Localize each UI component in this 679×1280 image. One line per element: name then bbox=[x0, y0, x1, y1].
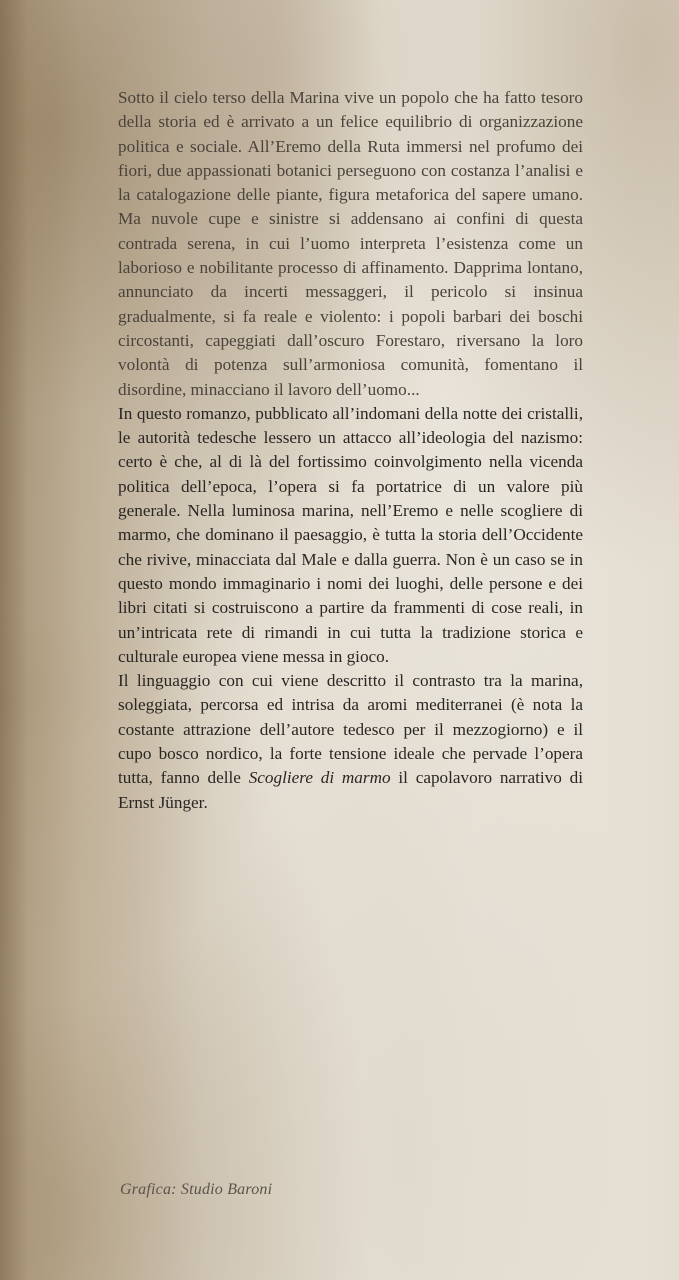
spine-shadow bbox=[0, 0, 28, 1280]
book-title-italic: Scogliere di marmo bbox=[248, 768, 391, 788]
paragraph-3-lead: Il linguaggio con cui viene descritto il contrasto tra la marina, soleggiata, percorsa ed intrisa da aromi mediterranei (è nota la costante attrazione dell’autore tedesco per il mezzogiorno) e il cupo bosco nordico, la forte tensione ideale che pervade l’opera tutta, fanno delle bbox=[118, 671, 583, 788]
blurb-text bbox=[118, 86, 583, 815]
blurb-paragraph-2: In questo romanzo, pubblicato all’indomani della notte dei cristalli, le autorità tedesche lessero un attacco all’ideologia del nazismo: certo è che, al di là del fortissimo coinvolgimento nella vicenda politica dell’epoca, l’opera si fa portatrice di un valore più generale. Nella luminosa marina, nell’Eremo e nelle scogliere di marmo, che dominano il paesaggio, è tutta la storia dell’Occidente che rivive, minacciata dal Male e dalla guerra. Non è un caso se in questo mondo immaginario i nomi dei luoghi, delle persone e dei libri citati si costruiscono a partire da frammenti di cose reali, in un’intricata rete di rimandi in cui tutta la tradizione storica e culturale europea viene messa in gioco. bbox=[118, 403, 583, 666]
design-credit: Grafica: Studio Baroni bbox=[120, 1181, 273, 1198]
blurb-paragraph-3 bbox=[118, 669, 583, 815]
blurb-paragraph-1: Sotto il cielo terso della Marina vive un popolo che ha fatto tesoro della storia ed è arrivato a un felice equilibrio di organizzazione politica e sociale. All’Eremo della Ruta immersi nel profumo dei fiori, due appassionati botanici perseguono con costanza l’analisi e la catalogazione delle piante, figura metaforica del sapere umano. Ma nuvole cupe e sinistre si addensano ai confini di questa contrada serena, in cui l’uomo interpreta l’esistenza come un laborioso e nobilitante processo di affinamento. Dapprima lontano, annunciato da incerti messaggeri, il pericolo si insinua gradualmente, si fa reale e violento: i popoli barbari dei boschi circostanti, capeggiati dall’oscuro Forestaro, riversano la loro volontà di potenza sull’armoniosa comunità, fomentano il disordine, minacciano il lavoro dell’uomo... bbox=[118, 88, 583, 399]
paragraph-3-tail: il capolavoro narrativo di Ernst Jünger. bbox=[118, 768, 583, 812]
